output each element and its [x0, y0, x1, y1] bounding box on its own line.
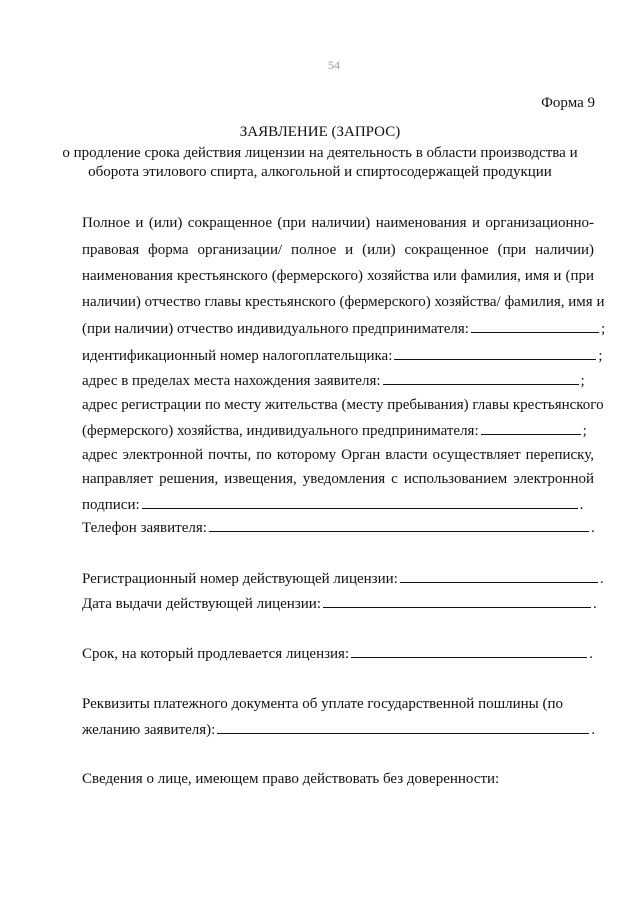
semicolon: ; [600, 321, 606, 337]
payment-field-row [82, 719, 595, 740]
org-name-line-1: Полное и (или) сокращенное (при наличии) наименования и организационно- [82, 215, 594, 231]
license-date-fill-line[interactable] [323, 593, 591, 608]
registration-label: (фермерского) хозяйства, индивидуального предпринимателя: [82, 423, 479, 439]
phone-field-row [82, 517, 595, 538]
inn-fill-line[interactable] [394, 345, 596, 360]
term-label: Срок, на который продлевается лицензия: [82, 646, 350, 662]
registration-line-1: адрес регистрации по месту жительства (месту пребывания) главы крестьянского [82, 397, 604, 413]
email-fill-line[interactable] [142, 494, 578, 509]
period: . [599, 571, 604, 587]
page-number: 54 [328, 58, 340, 72]
term-field-row [82, 643, 593, 664]
period: . [579, 497, 584, 513]
address-fill-line[interactable] [383, 370, 579, 385]
form-label: Форма 9 [541, 95, 595, 111]
email-label: подписи: [82, 497, 140, 513]
inn-label: идентификационный номер налогоплательщика: [82, 348, 393, 364]
license-number-field-row [82, 568, 604, 589]
term-fill-line[interactable] [351, 643, 587, 658]
license-number-fill-line[interactable] [400, 568, 598, 583]
semicolon: ; [582, 423, 587, 439]
inn-field-row [82, 345, 603, 366]
document-subtitle-line-2: оборота этилового спирта, алкогольной и спиртосодержащей продукции [88, 164, 552, 180]
org-name-field-row [82, 318, 605, 339]
phone-label: Телефон заявителя: [82, 520, 207, 536]
email-line-1: адрес электронной почты, по которому Орган власти осуществляет переписку, [82, 447, 594, 463]
address-field-row [82, 370, 585, 391]
document-subtitle-line-1: о продление срока действия лицензии на деятельность в области производства и [62, 145, 578, 161]
license-date-label: Дата выдачи действующей лицензии: [82, 596, 321, 612]
email-field-row [82, 494, 583, 515]
phone-fill-line[interactable] [209, 517, 589, 532]
period: . [592, 596, 597, 612]
semicolon: ; [598, 348, 603, 364]
payment-fill-line[interactable] [217, 719, 589, 734]
payment-line-1: Реквизиты платежного документа об уплате государственной пошлины (по [82, 696, 564, 712]
org-name-line-3: наименования крестьянского (фермерского) хозяйства или фамилия, имя и (при [82, 268, 594, 284]
payment-label: желанию заявителя): [82, 722, 216, 738]
org-name-line-2: правовая форма организации/ полное и (или) сокращенное (при наличии) [82, 242, 594, 258]
email-line-2: направляет решения, извещения, уведомления с использованием электронной [82, 471, 594, 487]
semicolon: ; [580, 373, 585, 389]
period: . [589, 646, 593, 662]
document-title: ЗАЯВЛЕНИЕ (ЗАПРОС) [239, 124, 401, 140]
period: . [590, 520, 595, 536]
period: . [591, 722, 596, 738]
proxy-label: Сведения о лице, имеющем право действовать без доверенности: [82, 771, 500, 787]
org-name-label: (при наличии) отчество индивидуального предпринимателя: [82, 321, 469, 337]
registration-fill-line[interactable] [481, 420, 581, 435]
license-date-field-row [82, 593, 597, 614]
org-name-fill-line[interactable] [471, 318, 599, 333]
address-label: адрес в пределах места нахождения заявителя: [82, 373, 381, 389]
registration-field-row [82, 420, 587, 441]
org-name-line-4: наличии) отчество главы крестьянского (фермерского) хозяйства/ фамилия, имя и [82, 294, 605, 310]
license-number-label: Регистрационный номер действующей лицензии: [82, 571, 398, 587]
